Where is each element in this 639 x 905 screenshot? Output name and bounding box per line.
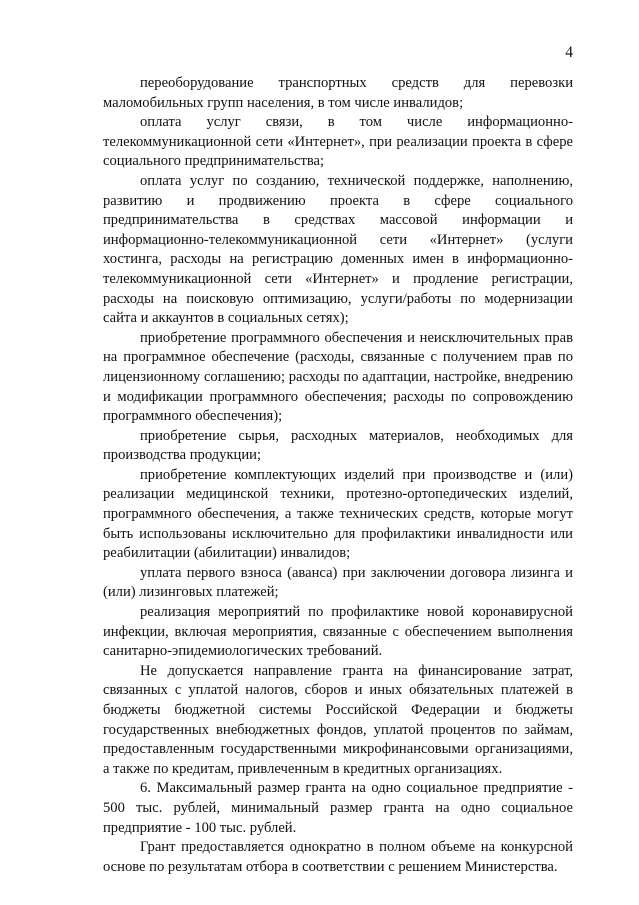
paragraph-covid-prevention: реализация мероприятий по профилактике новой коронавирусной инфекции, включая мероприятия, связанные с обеспечением выполнения санитарно-эпидемиологических требований. [103, 604, 573, 660]
paragraph-vehicle-conversion: переоборудование транспортных средств для перевозки маломобильных групп населения, в том числе инвалидов; [103, 75, 573, 111]
paragraph-software-acquisition: приобретение программного обеспечения и неисключительных прав на программное обеспечение (расходы, связанные с получением прав по лицензионному соглашению; расходы по адаптации, настройке, внедрению и модификации программного обеспечения; расходы по сопровождению программного обеспечения); [103, 329, 573, 425]
paragraph-component-purchase: приобретение комплектующих изделий при производстве и (или) реализации медицинской техники, протезно-ортопедических изделий, программного обеспечения, а также технических средств, которые могут быть использованы исключительно для профилактики инвалидности или реабилитации (абилитации) инвалидов; [103, 466, 573, 562]
page-number: 4 [565, 44, 573, 61]
paragraph-grant-provision: Грант предоставляется однократно в полном объеме на конкурсной основе по результатам отбора в соответствии с решением Министерства. [103, 839, 573, 875]
paragraph-leasing-payment: уплата первого взноса (аванса) при заключении договора лизинга и (или) лизинговых платежей; [103, 564, 573, 601]
paragraph-grant-size: 6. Максимальный размер гранта на одно социальное предприятие - 500 тыс. рублей, минимальный размер гранта на одно социальное предприятие - 100 тыс. рублей. [103, 780, 573, 836]
paragraph-communication-services: оплата услуг связи, в том числе информационно-телекоммуникационной сети «Интернет», при реализации проекта в сфере социального предпринимательства; [103, 114, 573, 170]
paragraph-raw-materials: приобретение сырья, расходных материалов, необходимых для производства продукции; [103, 427, 573, 464]
paragraph-project-promotion: оплата услуг по созданию, технической поддержке, наполнению, развитию и продвижению проекта в сфере социального предпринимательства в средствах массовой информации и информационно-телекоммуникационной сети «Интернет» (услуги хостинга, расходы на регистрацию доменных имен в информационно-телекоммуникационной сети «Интернет» и продление регистрации, расходы на поисковую оптимизацию, услуги/работы по модернизации сайта и аккаунтов в социальных сетях); [103, 172, 573, 327]
document-body [103, 74, 573, 877]
paragraph-prohibited-expenses: Не допускается направление гранта на финансирование затрат, связанных с уплатой налогов, сборов и иных обязательных платежей в бюджеты бюджетной системы Российской Федерации и бюджеты государственных внебюджетных фондов, уплатой процентов по займам, предоставленным государственными микрофинансовыми организациями, а также по кредитам, привлеченным в кредитных организациях. [103, 662, 573, 777]
